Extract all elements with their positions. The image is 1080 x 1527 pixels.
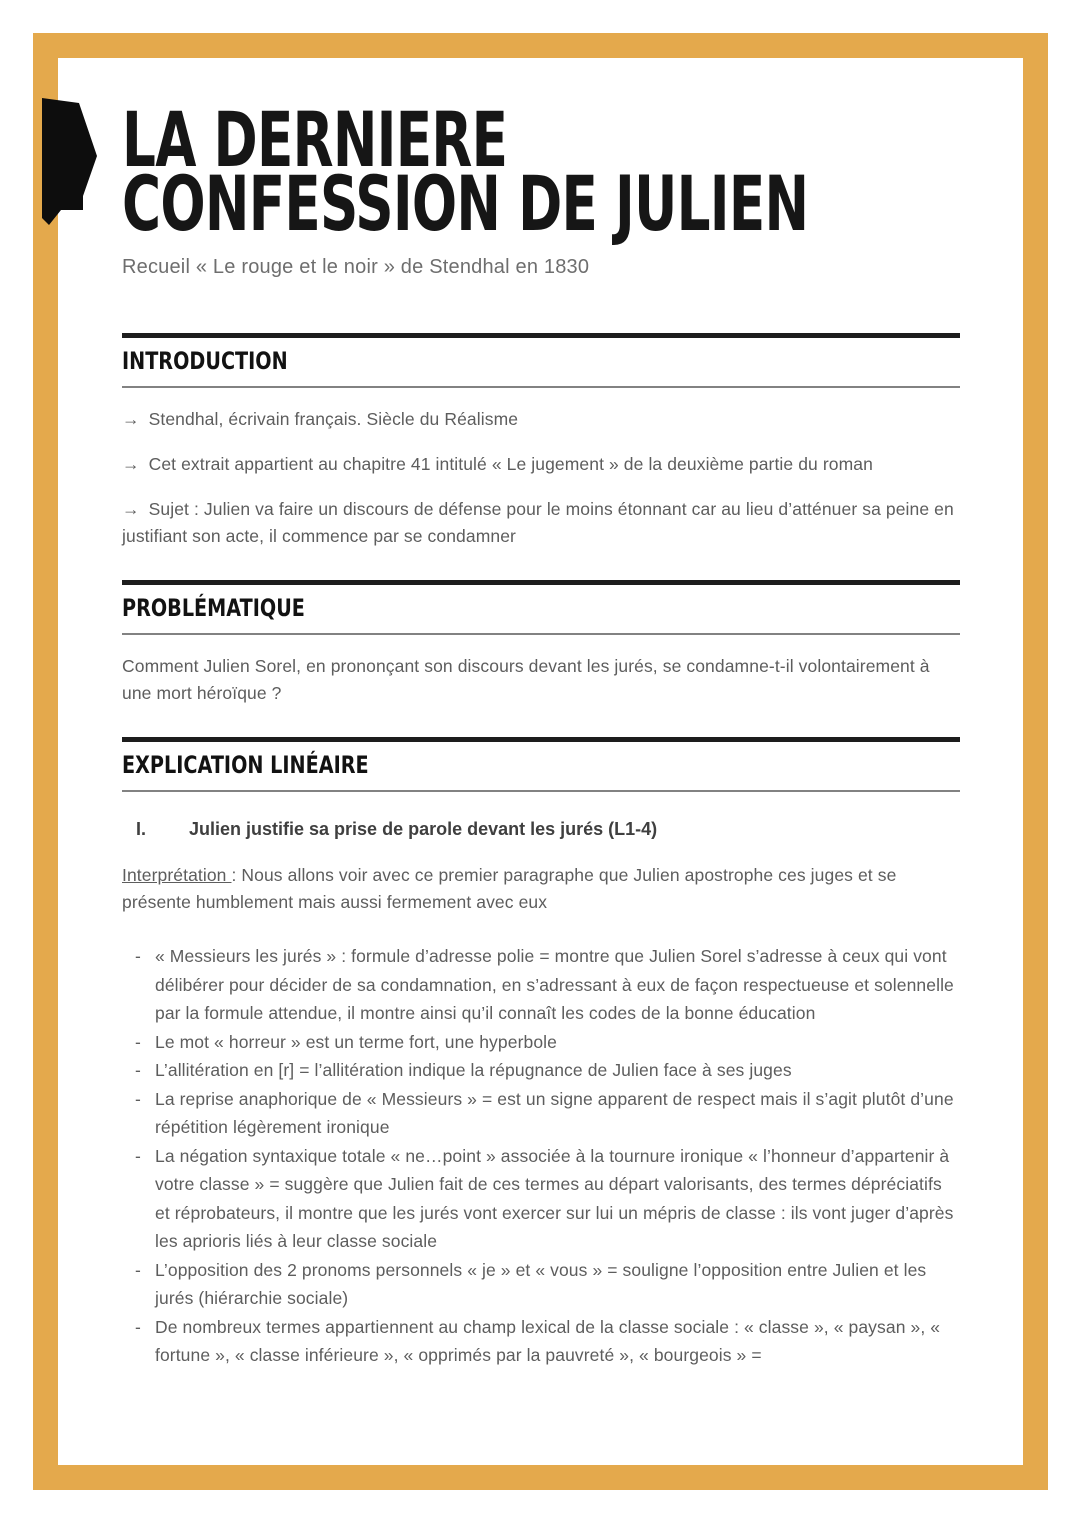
document-content [122, 0, 960, 1370]
part-numeral: I. [136, 819, 147, 839]
dash-bullet: - [135, 1145, 141, 1166]
dash-bullet: - [135, 1088, 141, 1109]
page-title-line2: CONFESSION DE JULIEN [122, 159, 809, 248]
list-item [135, 1142, 960, 1256]
part-heading [122, 816, 960, 842]
interpretation-text: : Nous allons voir avec ce premier paragraphe que Julien apostrophe ces juges et se présente humblement mais aussi fermement avec eux [122, 865, 897, 912]
introduction-item [122, 406, 960, 433]
list-item [135, 1028, 960, 1057]
list-item [135, 1313, 960, 1370]
introduction-item-text: Cet extrait appartient au chapitre 41 intitulé « Le jugement » de la deuxième partie du roman [148, 454, 873, 474]
introduction-item [122, 496, 960, 550]
list-item [135, 1085, 960, 1142]
dash-bullet: - [135, 946, 141, 966]
introduction-item-text: Sujet : Julien va faire un discours de défense pour le moins étonnant car au lieu d’atténuer sa peine en justifiant son acte, il commence par se condamner [122, 499, 954, 546]
analysis-bullet-list [122, 942, 960, 1370]
problematique-paragraph: Comment Julien Sorel, en prononçant son discours devant les jurés, se condamne-t-il volontairement à une mort héroïque ? [122, 656, 930, 703]
section-heading-explication [122, 737, 960, 792]
list-item-text: L’allitération en [r] = l’allitération indique la répugnance de Julien face à ses juges [155, 1060, 792, 1080]
section-heading-explication-label: EXPLICATION LINÉAIRE [122, 751, 369, 779]
dash-bullet: - [135, 1031, 141, 1052]
list-item-text: L’opposition des 2 pronoms personnels « je » et « vous » = souligne l’opposition entre Julien et les jurés (hiérarchie sociale) [155, 1259, 927, 1308]
interpretation-label: Interprétation [122, 865, 232, 885]
page-title [122, 95, 962, 248]
arrow-icon: → [122, 454, 140, 474]
interpretation-paragraph [122, 862, 960, 916]
section-heading-introduction-label: INTRODUCTION [122, 347, 288, 375]
dash-bullet: - [135, 1259, 141, 1280]
dash-bullet: - [135, 1060, 141, 1080]
list-item-text: La reprise anaphorique de « Messieurs » = est un signe apparent de respect mais il s’agit plutôt d’une répétition légèrement ironique [155, 1088, 954, 1137]
list-item [135, 1056, 960, 1085]
section-heading-problematique-label: PROBLÉMATIQUE [122, 594, 305, 622]
dash-bullet: - [135, 1316, 141, 1337]
list-item-text: De nombreux termes appartiennent au champ lexical de la classe sociale : « classe », « paysan », « fortune », « classe inférieure », « opprimés par la pauvreté », « bourgeois » = [155, 1316, 941, 1365]
section-heading-problematique [122, 580, 960, 635]
arrow-icon: → [122, 499, 140, 519]
list-item-text: « Messieurs les jurés » : formule d’adresse polie = montre que Julien Sorel s’adresse à ceux qui vont délibérer pour décider de sa condamnation, en s’adressant à eux de façon respectueuse et solennelle par la formule attendue, il montre ainsi qu’il connaît les codes de la bonne éducation [155, 946, 954, 1023]
introduction-item-text: Stendhal, écrivain français. Siècle du Réalisme [148, 409, 519, 429]
bookmark-icon [42, 96, 98, 225]
list-item-text: Le mot « horreur » est un terme fort, une hyperbole [155, 1031, 557, 1052]
introduction-item [122, 451, 960, 478]
arrow-icon: → [122, 409, 140, 429]
page-subtitle: Recueil « Le rouge et le noir » de Stendhal en 1830 [122, 256, 590, 278]
section-heading-introduction [122, 333, 960, 388]
page-title-line1: LA DERNIERE [122, 95, 508, 184]
part-title: Julien justifie sa prise de parole devant les jurés (L1-4) [189, 819, 658, 839]
list-item [135, 1256, 960, 1313]
list-item [135, 942, 960, 1028]
list-item-text: La négation syntaxique totale « ne…point » associée à la tournure ironique « l’honneur d’appartenir à votre classe » = suggère que Julien fait de ces termes au départ valorisants, des termes dépréciatifs et réprobateurs, il montre que les jurés vont exercer sur lui un mépris de classe : ils vont juger d’après les aprioris liés à leur classe sociale [155, 1145, 954, 1251]
